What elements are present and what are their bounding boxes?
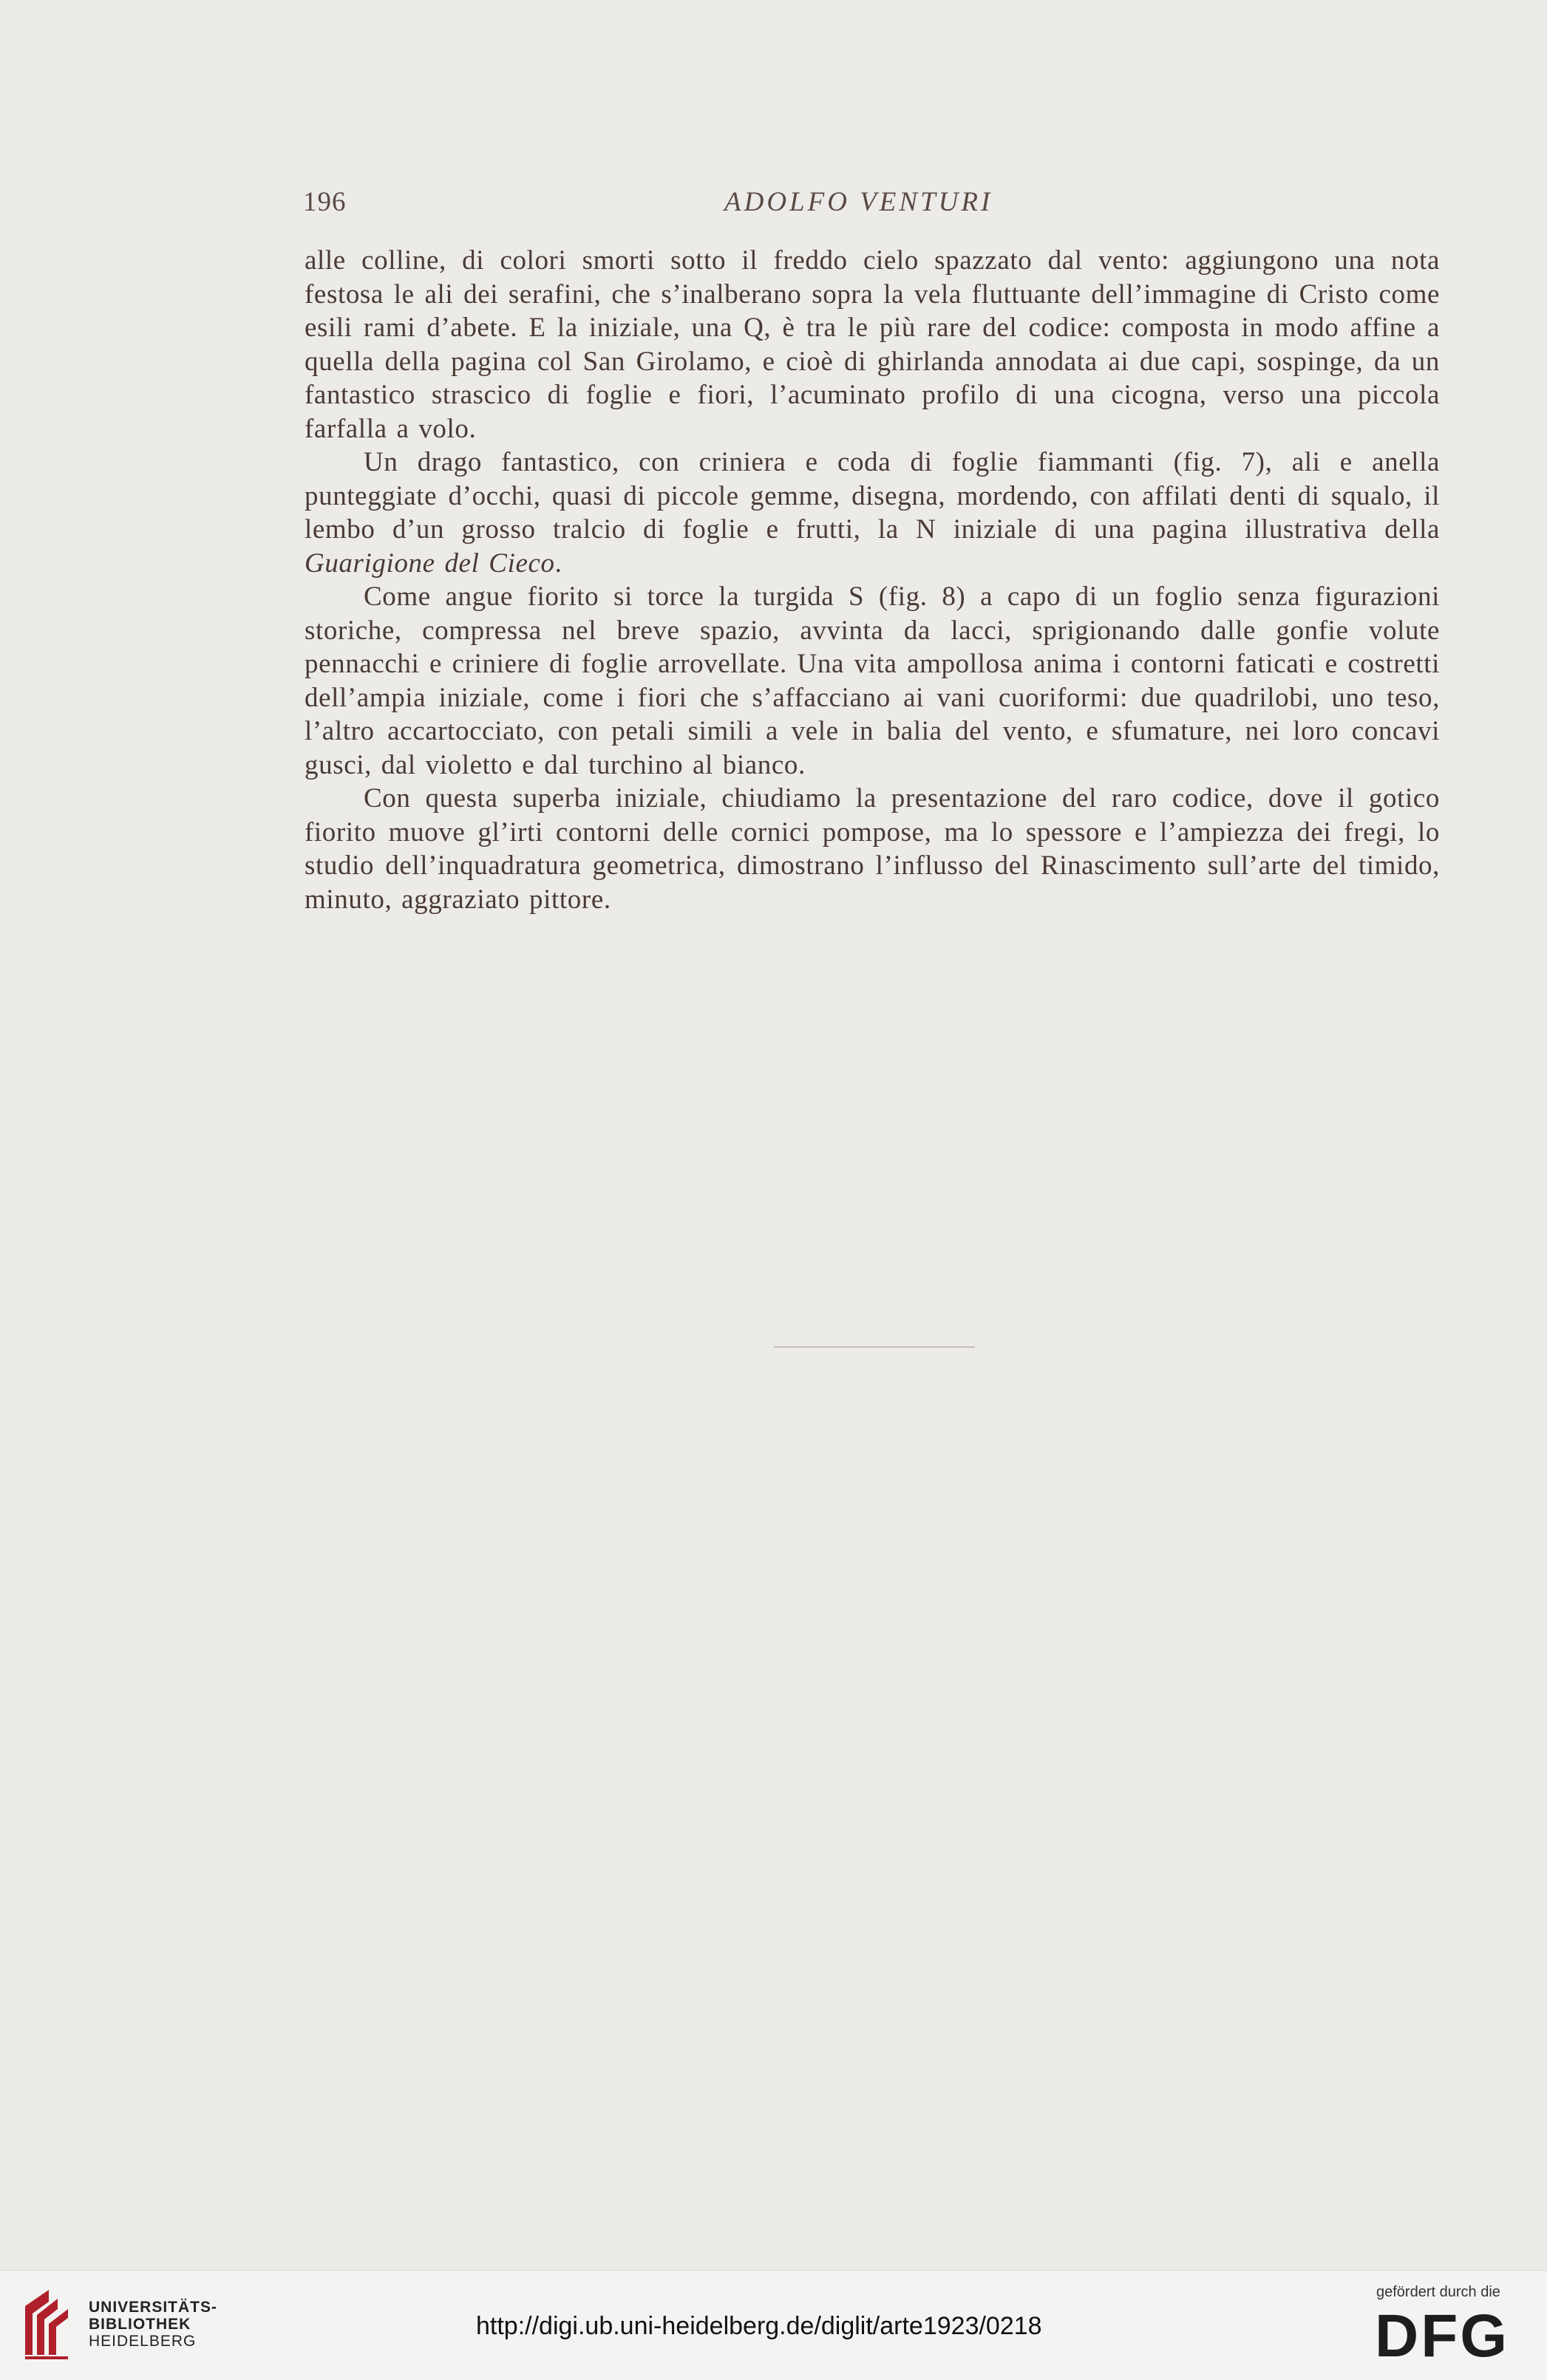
paragraph-3: Come angue fiorito si torce la turgida S (fig. 8) a capo di un foglio senza figurazioni storiche, compressa nel breve spazio, avvinta da lacci, sprigionando dalle gonfie volute pennacchi e criniere di foglie arrovellate. Una vita ampollosa anima i contorni faticati e costretti dell’ampia iniziale, come i fiori che s’affacciano ai vani cuoriformi: due quadrilobi, uno teso, l’altro accartocciato, con petali simili a vele in balia del vento, e sfumature, nei loro concavi gusci, dal violetto e dal turchino al bianco. — [305, 582, 1440, 780]
library-name — [89, 2299, 217, 2350]
library-logo-icon — [19, 2284, 78, 2362]
library-name-line-1: UNIVERSITÄTS- — [89, 2299, 218, 2316]
paragraph-2-end: . — [554, 548, 562, 579]
page-number: 196 — [303, 187, 347, 217]
body-text — [305, 244, 1440, 916]
running-head: ADOLFO VENTURI — [724, 187, 993, 217]
library-name-line-3: HEIDELBERG — [89, 2333, 197, 2350]
paragraph-4: Con questa superba iniziale, chiudiamo la presentazione del raro codice, dove il gotico fiorito muove gl’irti contorni delle cornici pompose, ma lo spessore e l’ampiezza dei fregi, lo studio dell’inquadratura geometrica, dimostrano l’influsso del Rinascimento sull’arte del timido, minuto, aggraziato pittore. — [305, 783, 1440, 915]
paragraph-2-text: Un drago fantastico, con criniera e coda di foglie fiammanti (fig. 7), ali e anella punteggiate d’occhi, quasi di piccole gemme, disegna, mordendo, con affilati denti di squalo, il lembo d’un grosso tralcio di foglie e frutti, la N iniziale di una pagina illustrativa della — [305, 447, 1440, 545]
paragraph-1: alle colline, di colori smorti sotto il freddo cielo spazzato dal vento: aggiungono una nota festosa le ali dei serafini, che s’inalberano sopra la vela fluttuante dell’immagine di Cristo come esili rami d’abete. E la iniziale, una Q, è tra le più rare del codice: composta in modo affine a quella della pagina col San Girolamo, e cioè di ghirlanda annodata ai due capi, sospinge, da un fantastico strascico di foglie e fiori, l’acuminato profilo di una cicogna, verso una piccola farfalla a volo. — [305, 245, 1440, 444]
dfg-logo: DFG — [1375, 2302, 1510, 2370]
digital-copy-link[interactable]: http://digi.ub.uni-heidelberg.de/diglit/arte1923/0218 — [476, 2312, 1042, 2340]
paragraph-2 — [305, 446, 1440, 580]
artwork-title: Guarigione del Cieco — [305, 548, 555, 579]
footer-bar — [0, 2270, 1547, 2380]
library-name-line-2: BIBLIOTHEK — [89, 2316, 191, 2333]
funding-caption: gefördert durch die — [1376, 2284, 1500, 2300]
separator-rule — [774, 1346, 975, 1348]
